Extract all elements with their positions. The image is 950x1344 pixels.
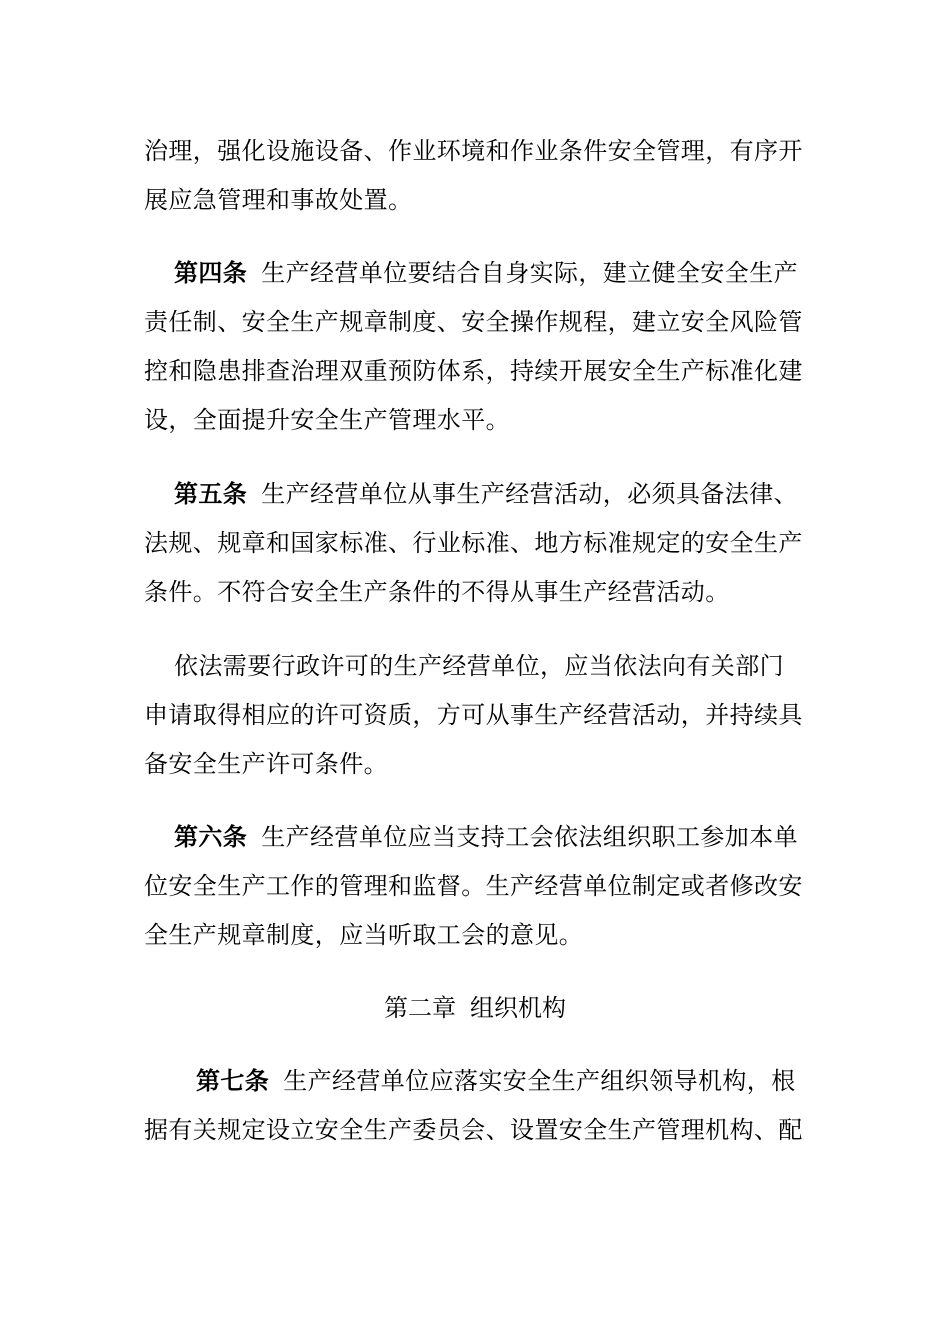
article-number: 第五条 — [174, 480, 248, 508]
article-5 — [144, 470, 804, 617]
article-7 — [144, 1057, 804, 1155]
paragraph-text: 治理，强化设施设备、作业环境和作业条件安全管理，有序开展应急管理和事故处置。 — [144, 137, 803, 214]
article-number: 第六条 — [174, 823, 248, 851]
article-number: 第七条 — [196, 1067, 270, 1095]
article-text: 生产经营单位应落实安全生产组织领导机构，根据有关规定设立安全生产委员会、设置安全生产管理机构、配 — [144, 1067, 803, 1144]
paragraph-continuation — [144, 127, 804, 225]
chapter-heading — [0, 984, 950, 1033]
article-text: 生产经营单位从事生产经营活动，必须具备法律、法规、规章和国家标准、行业标准、地方标准规定的安全生产条件。不符合安全生产条件的不得从事生产经营活动。 — [144, 480, 803, 606]
paragraph-text: 依法需要行政许可的生产经营单位，应当依法向有关部门申请取得相应的许可资质，方可从事生产经营活动，并持续具备安全生产许可条件。 — [144, 652, 803, 778]
article-number: 第四条 — [174, 259, 248, 287]
article-text: 生产经营单位要结合自身实际，建立健全安全生产责任制、安全生产规章制度、安全操作规程，建立安全风险管控和隐患排查治理双重预防体系，持续开展安全生产标准化建设，全面提升安全生产管理水平。 — [144, 259, 803, 434]
article-4 — [144, 249, 804, 445]
article-6 — [144, 813, 804, 960]
article-text: 生产经营单位应当支持工会依法组织职工参加本单位安全生产工作的管理和监督。生产经营单位制定或者修改安全生产规章制度，应当听取工会的意见。 — [144, 823, 803, 949]
paragraph-licensing — [144, 642, 804, 789]
chapter-title: 组织机构 — [470, 994, 566, 1022]
chapter-number: 第二章 — [384, 994, 456, 1022]
